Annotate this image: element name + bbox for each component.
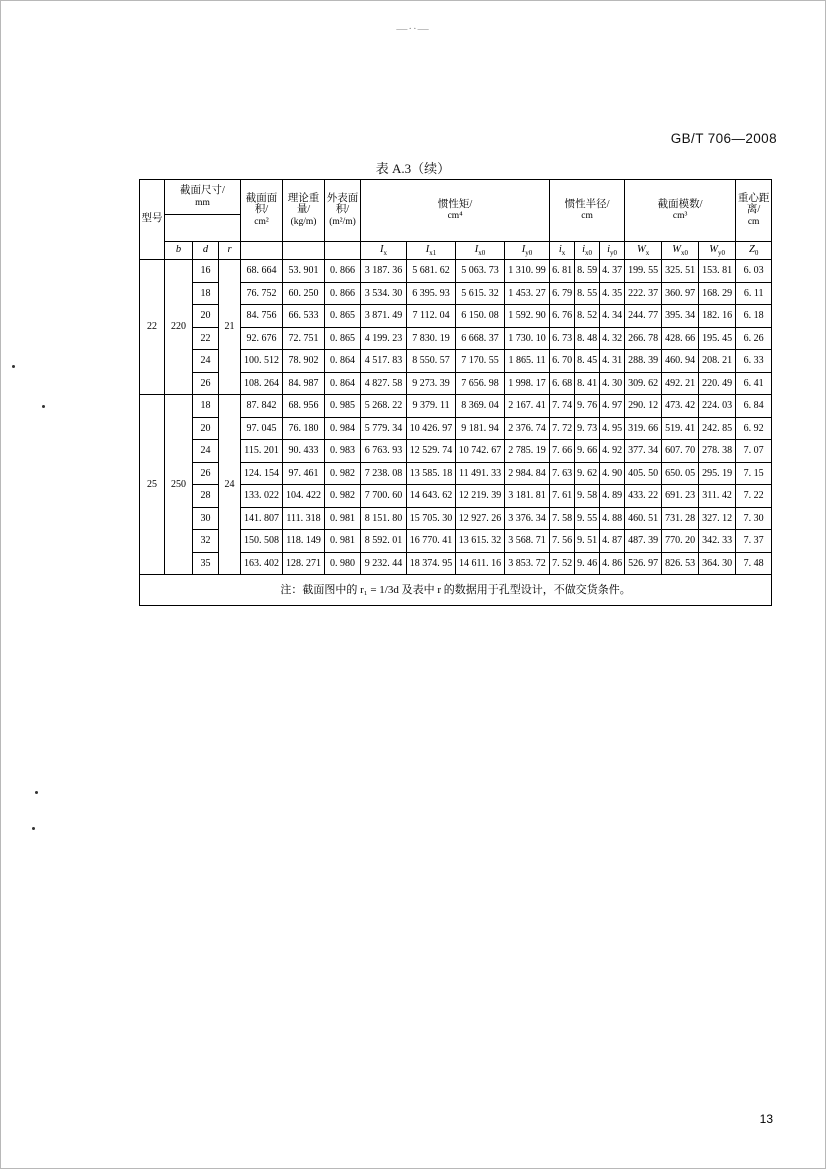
cell-Z0: 7. 22 xyxy=(736,485,772,508)
cell-surface: 0. 864 xyxy=(325,372,361,395)
header-section-modulus-label: 截面模数/ xyxy=(657,198,703,210)
cell-Z0: 7. 30 xyxy=(736,507,772,530)
header-surface-area-label: 外表面积/ xyxy=(326,192,359,216)
cell-ix0: 8. 48 xyxy=(575,327,600,350)
margin-dot xyxy=(32,827,35,830)
cell-weight: 60. 250 xyxy=(283,282,325,305)
cell-Wy0: 342. 33 xyxy=(699,530,736,553)
cell-Ix1: 16 770. 41 xyxy=(407,530,456,553)
cell-d: 20 xyxy=(193,417,219,440)
header-section-size-unit: mm xyxy=(195,197,210,208)
cell-ix: 7. 58 xyxy=(550,507,575,530)
cell-d: 20 xyxy=(193,305,219,328)
symbol-r: r xyxy=(219,242,241,260)
header-theoretical-weight-unit: (kg/m) xyxy=(290,217,317,228)
cell-weight: 128. 271 xyxy=(283,552,325,575)
standard-number: GB/T 706—2008 xyxy=(670,131,777,146)
cell-d: 18 xyxy=(193,395,219,418)
cell-Ix: 3 534. 30 xyxy=(361,282,407,305)
header-section-modulus xyxy=(625,180,736,242)
cell-Z0: 6. 41 xyxy=(736,372,772,395)
cell-Ix0: 5 063. 73 xyxy=(456,260,505,283)
cell-Wx0: 325. 51 xyxy=(662,260,699,283)
cell-Wx0: 428. 66 xyxy=(662,327,699,350)
cell-d: 26 xyxy=(193,372,219,395)
cell-ix0: 9. 62 xyxy=(575,462,600,485)
cell-Wx: 377. 34 xyxy=(625,440,662,463)
cell-ix0: 9. 51 xyxy=(575,530,600,553)
cell-area: 84. 756 xyxy=(241,305,283,328)
cell-weight: 72. 751 xyxy=(283,327,325,350)
table-body xyxy=(140,260,772,606)
header-theoretical-weight-label: 理论重量/ xyxy=(287,192,320,216)
cell-Wx: 222. 37 xyxy=(625,282,662,305)
cell-ix0: 9. 76 xyxy=(575,395,600,418)
cell-Z0: 7. 48 xyxy=(736,552,772,575)
cell-weight: 66. 533 xyxy=(283,305,325,328)
symbol-area xyxy=(241,242,283,260)
symbol-Wx0: $W_{x0}$ xyxy=(662,242,699,260)
cell-r: 21 xyxy=(219,260,241,395)
table-title: 表 A.3（续） xyxy=(375,161,451,176)
cell-area: 133. 022 xyxy=(241,485,283,508)
cell-iy0: 4. 37 xyxy=(600,260,625,283)
cell-ix: 7. 61 xyxy=(550,485,575,508)
margin-dot xyxy=(35,791,38,794)
cell-Ix1: 8 550. 57 xyxy=(407,350,456,373)
cell-ix0: 9. 66 xyxy=(575,440,600,463)
cell-ix0: 9. 55 xyxy=(575,507,600,530)
symbol-Ix: $I_x$ xyxy=(361,242,407,260)
cell-Ix1: 18 374. 95 xyxy=(407,552,456,575)
cell-Iy0: 2 167. 41 xyxy=(505,395,550,418)
cell-Wx: 405. 50 xyxy=(625,462,662,485)
cell-ix0: 8. 52 xyxy=(575,305,600,328)
cell-Z0: 7. 07 xyxy=(736,440,772,463)
cell-weight: 68. 956 xyxy=(283,395,325,418)
cell-Z0: 6. 84 xyxy=(736,395,772,418)
cell-Ix0: 12 927. 26 xyxy=(456,507,505,530)
cell-area: 150. 508 xyxy=(241,530,283,553)
cell-surface: 0. 984 xyxy=(325,417,361,440)
cell-surface: 0. 983 xyxy=(325,440,361,463)
cell-Wy0: 327. 12 xyxy=(699,507,736,530)
cell-iy0: 4. 89 xyxy=(600,485,625,508)
cell-iy0: 4. 92 xyxy=(600,440,625,463)
cell-iy0: 4. 30 xyxy=(600,372,625,395)
cell-Z0: 7. 37 xyxy=(736,530,772,553)
cell-Iy0: 1 865. 11 xyxy=(505,350,550,373)
cell-Ix: 3 187. 36 xyxy=(361,260,407,283)
cell-Ix1: 14 643. 62 xyxy=(407,485,456,508)
cell-Wy0: 295. 19 xyxy=(699,462,736,485)
cell-d: 35 xyxy=(193,552,219,575)
cell-Wx0: 826. 53 xyxy=(662,552,699,575)
cell-d: 16 xyxy=(193,260,219,283)
header-centroid-distance-unit: cm xyxy=(747,217,760,228)
symbol-Wy0: $W_{y0}$ xyxy=(699,242,736,260)
header-section-size-label: 截面尺寸/ xyxy=(180,185,225,197)
cell-Wx: 288. 39 xyxy=(625,350,662,373)
cell-Ix0: 9 181. 94 xyxy=(456,417,505,440)
cell-iy0: 4. 32 xyxy=(600,327,625,350)
cell-Iy0: 1 310. 99 xyxy=(505,260,550,283)
header-section-size xyxy=(165,180,241,215)
cell-Iy0: 2 376. 74 xyxy=(505,417,550,440)
cell-surface: 0. 866 xyxy=(325,282,361,305)
cell-Wx0: 770. 20 xyxy=(662,530,699,553)
cell-Wx: 433. 22 xyxy=(625,485,662,508)
symbol-weight xyxy=(283,242,325,260)
cell-Ix: 4 517. 83 xyxy=(361,350,407,373)
table-note: 注：截面图中的 r₁ = 1/3d 及表中 r 的数据用于孔型设计，不做交货条件。 xyxy=(140,575,772,606)
cell-Ix0: 8 369. 04 xyxy=(456,395,505,418)
cell-Wx: 290. 12 xyxy=(625,395,662,418)
cell-ix: 6. 81 xyxy=(550,260,575,283)
cell-d: 18 xyxy=(193,282,219,305)
cell-Ix0: 7 656. 98 xyxy=(456,372,505,395)
cell-Iy0: 3 376. 34 xyxy=(505,507,550,530)
cell-Ix: 5 779. 34 xyxy=(361,417,407,440)
cell-ix0: 8. 55 xyxy=(575,282,600,305)
cell-Iy0: 2 984. 84 xyxy=(505,462,550,485)
cell-Iy0: 2 785. 19 xyxy=(505,440,550,463)
cell-surface: 0. 865 xyxy=(325,305,361,328)
cell-Wx0: 607. 70 xyxy=(662,440,699,463)
symbol-Iy0: $I_{y0}$ xyxy=(505,242,550,260)
cell-d: 24 xyxy=(193,350,219,373)
cell-weight: 97. 461 xyxy=(283,462,325,485)
cell-Wx: 266. 78 xyxy=(625,327,662,350)
cell-weight: 90. 433 xyxy=(283,440,325,463)
header-theoretical-weight xyxy=(283,180,325,242)
cell-Ix1: 15 705. 30 xyxy=(407,507,456,530)
cell-area: 68. 664 xyxy=(241,260,283,283)
cell-Ix1: 7 830. 19 xyxy=(407,327,456,350)
header-section-area-label: 截面面积/ xyxy=(245,192,278,216)
margin-dot xyxy=(12,365,15,368)
cell-ix: 7. 66 xyxy=(550,440,575,463)
cell-Z0: 6. 11 xyxy=(736,282,772,305)
cell-Wy0: 182. 16 xyxy=(699,305,736,328)
cell-Wx: 526. 97 xyxy=(625,552,662,575)
symbol-Z0: $Z_0$ xyxy=(736,242,772,260)
cell-Wx0: 731. 28 xyxy=(662,507,699,530)
cell-Ix0: 6 668. 37 xyxy=(456,327,505,350)
symbol-surface xyxy=(325,242,361,260)
header-centroid-distance-label: 重心距离/ xyxy=(737,192,770,216)
cell-Iy0: 3 568. 71 xyxy=(505,530,550,553)
cell-Z0: 6. 92 xyxy=(736,417,772,440)
header-section-area xyxy=(241,180,283,242)
symbol-iy0: $i_{y0}$ xyxy=(600,242,625,260)
cell-weight: 78. 902 xyxy=(283,350,325,373)
steel-angle-table-container xyxy=(139,179,771,606)
cell-model: 22 xyxy=(140,260,165,395)
cell-iy0: 4. 35 xyxy=(600,282,625,305)
cell-Wy0: 311. 42 xyxy=(699,485,736,508)
cell-model: 25 xyxy=(140,395,165,575)
symbol-ix0: $i_{x0}$ xyxy=(575,242,600,260)
header-moment-inertia xyxy=(361,180,550,242)
cell-Ix0: 7 170. 55 xyxy=(456,350,505,373)
cell-Ix0: 5 615. 32 xyxy=(456,282,505,305)
cell-weight: 53. 901 xyxy=(283,260,325,283)
cell-ix0: 8. 59 xyxy=(575,260,600,283)
cell-ix: 6. 70 xyxy=(550,350,575,373)
cell-ix: 7. 63 xyxy=(550,462,575,485)
cell-Wy0: 168. 29 xyxy=(699,282,736,305)
cell-Iy0: 1 730. 10 xyxy=(505,327,550,350)
cell-Wx0: 360. 97 xyxy=(662,282,699,305)
steel-angle-table xyxy=(139,179,772,606)
cell-Ix: 6 763. 93 xyxy=(361,440,407,463)
cell-Ix1: 9 379. 11 xyxy=(407,395,456,418)
cell-area: 87. 842 xyxy=(241,395,283,418)
cell-Iy0: 1 592. 90 xyxy=(505,305,550,328)
cell-Wx: 460. 51 xyxy=(625,507,662,530)
header-model: 型号 xyxy=(140,180,165,260)
header-moment-inertia-label: 惯性矩/ xyxy=(437,198,473,210)
cell-Z0: 6. 03 xyxy=(736,260,772,283)
cell-weight: 84. 987 xyxy=(283,372,325,395)
symbol-Ix1: $I_{x1}$ xyxy=(407,242,456,260)
cell-Wy0: 153. 81 xyxy=(699,260,736,283)
cell-surface: 0. 865 xyxy=(325,327,361,350)
cell-area: 141. 807 xyxy=(241,507,283,530)
cell-ix0: 8. 41 xyxy=(575,372,600,395)
cell-iy0: 4. 90 xyxy=(600,462,625,485)
cell-iy0: 4. 88 xyxy=(600,507,625,530)
cell-Wx0: 650. 05 xyxy=(662,462,699,485)
cell-Wx0: 395. 34 xyxy=(662,305,699,328)
cell-iy0: 4. 86 xyxy=(600,552,625,575)
cell-Wy0: 278. 38 xyxy=(699,440,736,463)
cell-Wx0: 473. 42 xyxy=(662,395,699,418)
cell-d: 24 xyxy=(193,440,219,463)
cell-Ix: 8 151. 80 xyxy=(361,507,407,530)
margin-dot xyxy=(42,405,45,408)
cell-Ix: 7 700. 60 xyxy=(361,485,407,508)
cell-area: 163. 402 xyxy=(241,552,283,575)
symbol-d: d xyxy=(193,242,219,260)
cell-Ix1: 6 395. 93 xyxy=(407,282,456,305)
cell-ix: 7. 56 xyxy=(550,530,575,553)
cell-area: 76. 752 xyxy=(241,282,283,305)
cell-area: 115. 201 xyxy=(241,440,283,463)
cell-weight: 104. 422 xyxy=(283,485,325,508)
cell-Wy0: 220. 49 xyxy=(699,372,736,395)
cell-surface: 0. 864 xyxy=(325,350,361,373)
cell-ix: 6. 73 xyxy=(550,327,575,350)
cell-iy0: 4. 34 xyxy=(600,305,625,328)
cell-Wx0: 492. 21 xyxy=(662,372,699,395)
cell-Wx0: 691. 23 xyxy=(662,485,699,508)
cell-iy0: 4. 97 xyxy=(600,395,625,418)
header-radius-gyration xyxy=(550,180,625,242)
cell-Ix: 8 592. 01 xyxy=(361,530,407,553)
header-section-area-unit: cm² xyxy=(254,217,269,228)
cell-surface: 0. 982 xyxy=(325,485,361,508)
header-centroid-distance xyxy=(736,180,772,242)
cell-iy0: 4. 87 xyxy=(600,530,625,553)
header-radius-gyration-unit: cm xyxy=(581,211,593,222)
cell-Ix: 3 871. 49 xyxy=(361,305,407,328)
cell-Wx: 199. 55 xyxy=(625,260,662,283)
cell-d: 26 xyxy=(193,462,219,485)
cell-area: 92. 676 xyxy=(241,327,283,350)
cell-Ix0: 11 491. 33 xyxy=(456,462,505,485)
cell-Iy0: 3 181. 81 xyxy=(505,485,550,508)
cell-ix: 6. 68 xyxy=(550,372,575,395)
cell-ix: 6. 79 xyxy=(550,282,575,305)
cell-Ix0: 10 742. 67 xyxy=(456,440,505,463)
cell-Z0: 7. 15 xyxy=(736,462,772,485)
header-row-symbols xyxy=(140,242,772,260)
cell-Wy0: 364. 30 xyxy=(699,552,736,575)
cell-Ix: 4 827. 58 xyxy=(361,372,407,395)
cell-Ix1: 13 585. 18 xyxy=(407,462,456,485)
cell-Wx: 319. 66 xyxy=(625,417,662,440)
cell-d: 28 xyxy=(193,485,219,508)
cell-surface: 0. 980 xyxy=(325,552,361,575)
cell-ix: 7. 52 xyxy=(550,552,575,575)
cell-Ix: 4 199. 23 xyxy=(361,327,407,350)
cell-ix: 7. 72 xyxy=(550,417,575,440)
cell-Ix1: 5 681. 62 xyxy=(407,260,456,283)
cell-surface: 0. 981 xyxy=(325,530,361,553)
cell-Ix1: 9 273. 39 xyxy=(407,372,456,395)
cell-Ix: 7 238. 08 xyxy=(361,462,407,485)
page-number: 13 xyxy=(759,1112,773,1126)
cell-r: 24 xyxy=(219,395,241,575)
cell-Ix0: 13 615. 32 xyxy=(456,530,505,553)
cell-Wx: 487. 39 xyxy=(625,530,662,553)
symbol-ix: $i_x$ xyxy=(550,242,575,260)
cell-surface: 0. 982 xyxy=(325,462,361,485)
cell-Z0: 6. 33 xyxy=(736,350,772,373)
cell-weight: 111. 318 xyxy=(283,507,325,530)
cell-iy0: 4. 95 xyxy=(600,417,625,440)
cell-Wx: 244. 77 xyxy=(625,305,662,328)
top-crop-marker: —··— xyxy=(396,23,430,35)
cell-Z0: 6. 26 xyxy=(736,327,772,350)
header-surface-area-unit: (m²/m) xyxy=(329,217,356,228)
cell-surface: 0. 866 xyxy=(325,260,361,283)
symbol-Wx: $W_x$ xyxy=(625,242,662,260)
cell-d: 30 xyxy=(193,507,219,530)
cell-Wy0: 242. 85 xyxy=(699,417,736,440)
cell-Ix1: 10 426. 97 xyxy=(407,417,456,440)
cell-area: 100. 512 xyxy=(241,350,283,373)
cell-Iy0: 3 853. 72 xyxy=(505,552,550,575)
cell-area: 97. 045 xyxy=(241,417,283,440)
cell-Wy0: 208. 21 xyxy=(699,350,736,373)
cell-Wx0: 519. 41 xyxy=(662,417,699,440)
table-row xyxy=(140,260,772,283)
cell-d: 22 xyxy=(193,327,219,350)
cell-ix0: 9. 73 xyxy=(575,417,600,440)
cell-Iy0: 1 453. 27 xyxy=(505,282,550,305)
cell-Ix1: 12 529. 74 xyxy=(407,440,456,463)
header-surface-area xyxy=(325,180,361,242)
cell-Ix1: 7 112. 04 xyxy=(407,305,456,328)
cell-surface: 0. 985 xyxy=(325,395,361,418)
cell-area: 124. 154 xyxy=(241,462,283,485)
cell-area: 108. 264 xyxy=(241,372,283,395)
cell-ix0: 9. 46 xyxy=(575,552,600,575)
cell-Ix: 5 268. 22 xyxy=(361,395,407,418)
cell-Ix: 9 232. 44 xyxy=(361,552,407,575)
header-size-spacer xyxy=(165,215,241,242)
cell-b: 220 xyxy=(165,260,193,395)
cell-iy0: 4. 31 xyxy=(600,350,625,373)
cell-ix: 7. 74 xyxy=(550,395,575,418)
cell-Ix0: 14 611. 16 xyxy=(456,552,505,575)
cell-Iy0: 1 998. 17 xyxy=(505,372,550,395)
cell-ix0: 8. 45 xyxy=(575,350,600,373)
cell-weight: 118. 149 xyxy=(283,530,325,553)
symbol-b: b xyxy=(165,242,193,260)
cell-Z0: 6. 18 xyxy=(736,305,772,328)
cell-weight: 76. 180 xyxy=(283,417,325,440)
cell-d: 32 xyxy=(193,530,219,553)
cell-Wx0: 460. 94 xyxy=(662,350,699,373)
cell-Wy0: 224. 03 xyxy=(699,395,736,418)
table-note-row xyxy=(140,575,772,606)
table-row xyxy=(140,395,772,418)
cell-Wy0: 195. 45 xyxy=(699,327,736,350)
symbol-Ix0: $I_{x0}$ xyxy=(456,242,505,260)
cell-surface: 0. 981 xyxy=(325,507,361,530)
cell-ix: 6. 76 xyxy=(550,305,575,328)
cell-b: 250 xyxy=(165,395,193,575)
header-section-modulus-unit: cm³ xyxy=(672,211,688,222)
cell-Wx: 309. 62 xyxy=(625,372,662,395)
header-row-top xyxy=(140,180,772,215)
cell-ix0: 9. 58 xyxy=(575,485,600,508)
header-moment-inertia-unit: cm⁴ xyxy=(447,211,463,222)
header-radius-gyration-label: 惯性半径/ xyxy=(564,198,610,210)
cell-Ix0: 12 219. 39 xyxy=(456,485,505,508)
cell-Ix0: 6 150. 08 xyxy=(456,305,505,328)
